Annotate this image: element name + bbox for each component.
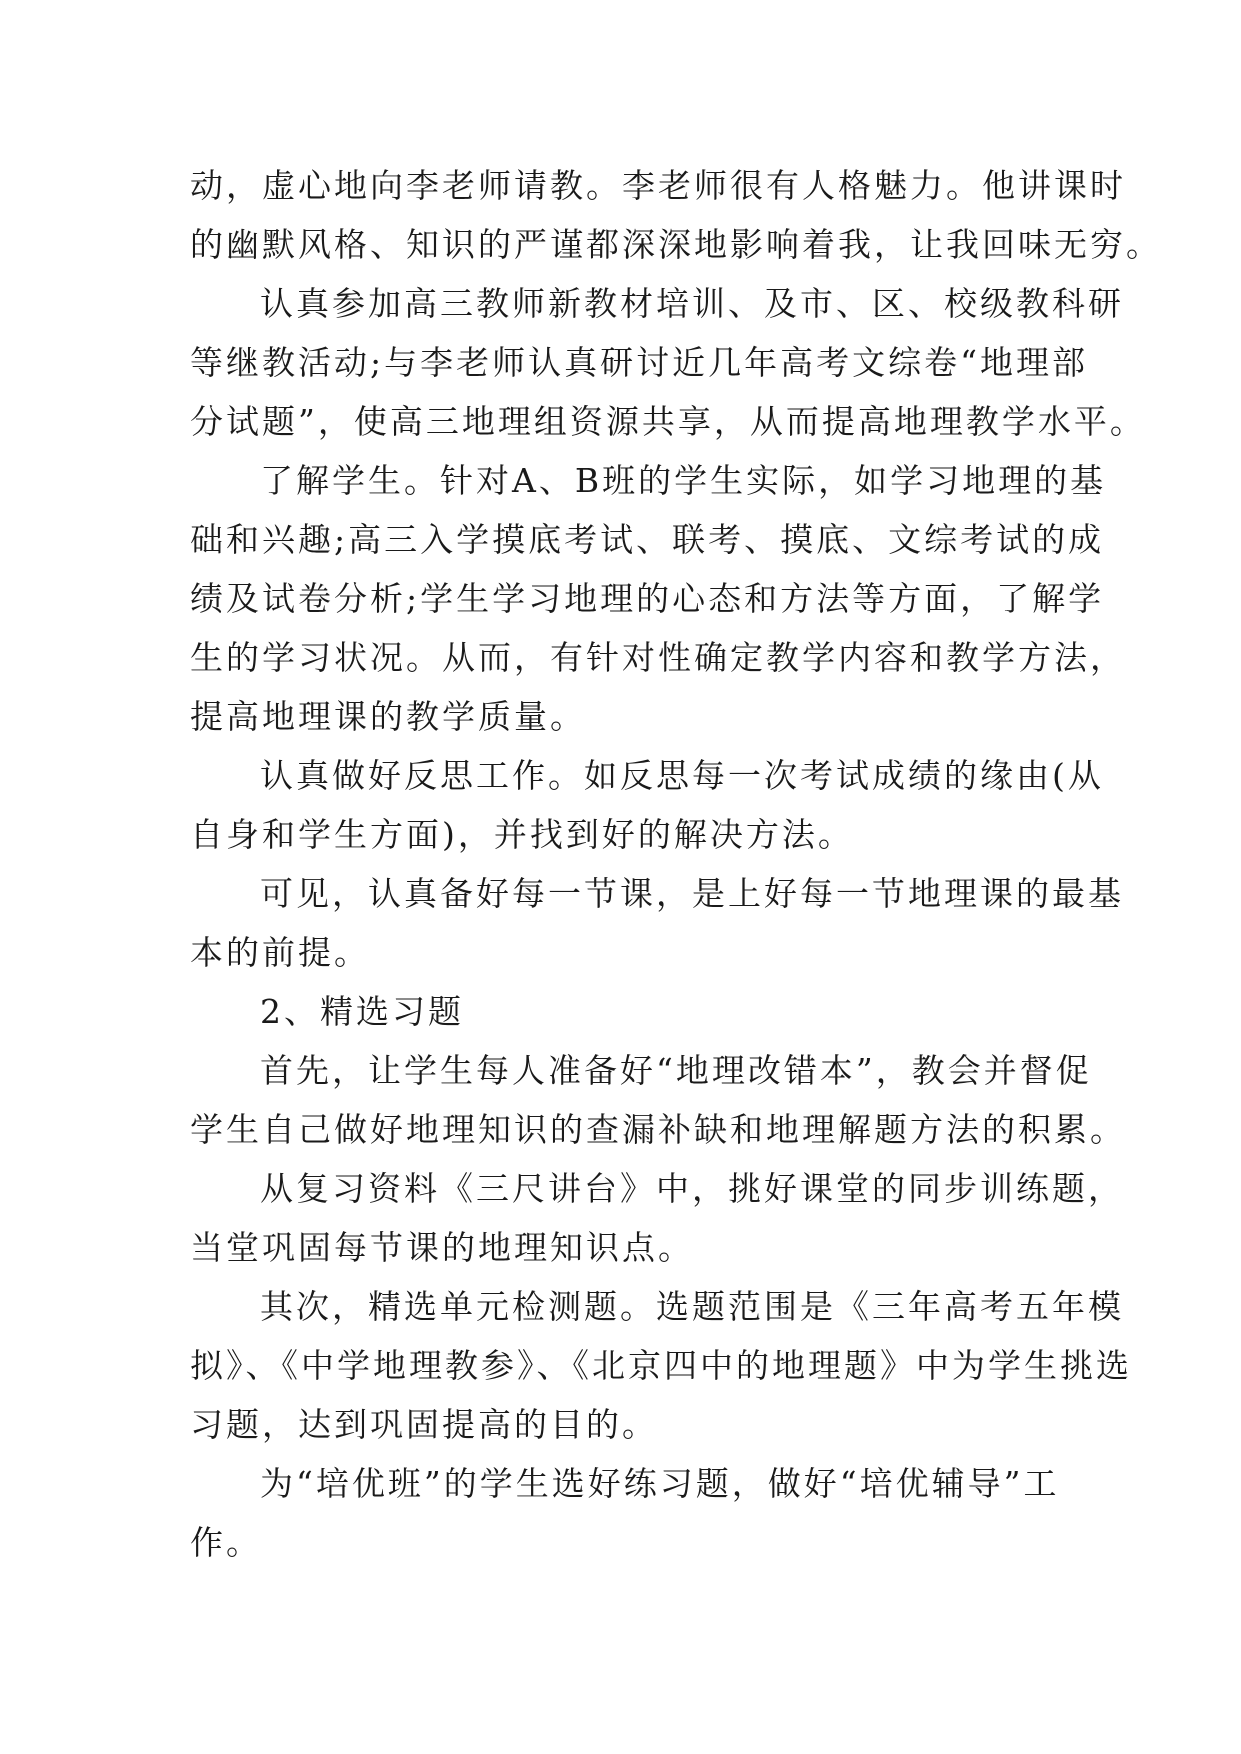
text-line: 首先，让学生每人准备好“地理改错本”，教会并督促 [260, 1051, 1092, 1090]
text-line: 认真做好反思工作。如反思每一次考试成绩的缘由(从 [260, 756, 1104, 795]
text-line: 其次，精选单元检测题。选题范围是《三年高考五年模 [260, 1287, 1124, 1326]
text-line: 的幽默风格、知识的严谨都深深地影响着我，让我回味无穷。 [190, 225, 1162, 264]
text-line: 绩及试卷分析;学生学习地理的心态和方法等方面，了解学 [190, 579, 1105, 618]
text-line: 了解学生。针对A、B班的学生实际，如学习地理的基 [260, 461, 1107, 500]
text-line: 拟》、《中学地理教参》、《北京四中的地理题》中为学生挑选 [190, 1346, 1132, 1385]
text-line: 可见，认真备好每一节课，是上好每一节地理课的最基 [260, 874, 1124, 913]
text-line: 作。 [190, 1523, 262, 1562]
text-line: 生的学习状况。从而，有针对性确定教学内容和教学方法， [190, 638, 1126, 677]
text-line: 分试题”，使高三地理组资源共享，从而提高地理教学水平。 [190, 402, 1146, 441]
text-line: 学生自己做好地理知识的查漏补缺和地理解题方法的积累。 [190, 1110, 1126, 1149]
text-line: 当堂巩固每节课的地理知识点。 [190, 1228, 694, 1267]
text-line: 从复习资料《三尺讲台》中，挑好课堂的同步训练题， [260, 1169, 1124, 1208]
text-line: 为“培优班”的学生选好练习题，做好“培优辅导”工 [260, 1464, 1060, 1503]
text-line: 自身和学生方面)，并找到好的解决方法。 [190, 815, 854, 854]
text-line: 习题，达到巩固提高的目的。 [190, 1405, 658, 1444]
text-line: 础和兴趣;高三入学摸底考试、联考、摸底、文综考试的成 [190, 520, 1105, 559]
section-heading: 2、精选习题 [260, 992, 464, 1031]
text-line: 提高地理课的教学质量。 [190, 697, 586, 736]
text-line: 本的前提。 [190, 933, 370, 972]
document-body [190, 156, 1162, 1572]
text-line: 认真参加高三教师新教材培训、及市、区、校级教科研 [260, 284, 1124, 323]
text-line: 动，虚心地向李老师请教。李老师很有人格魅力。他讲课时 [190, 166, 1126, 205]
text-line: 等继教活动;与李老师认真研讨近几年高考文综卷“地理部 [190, 343, 1088, 382]
